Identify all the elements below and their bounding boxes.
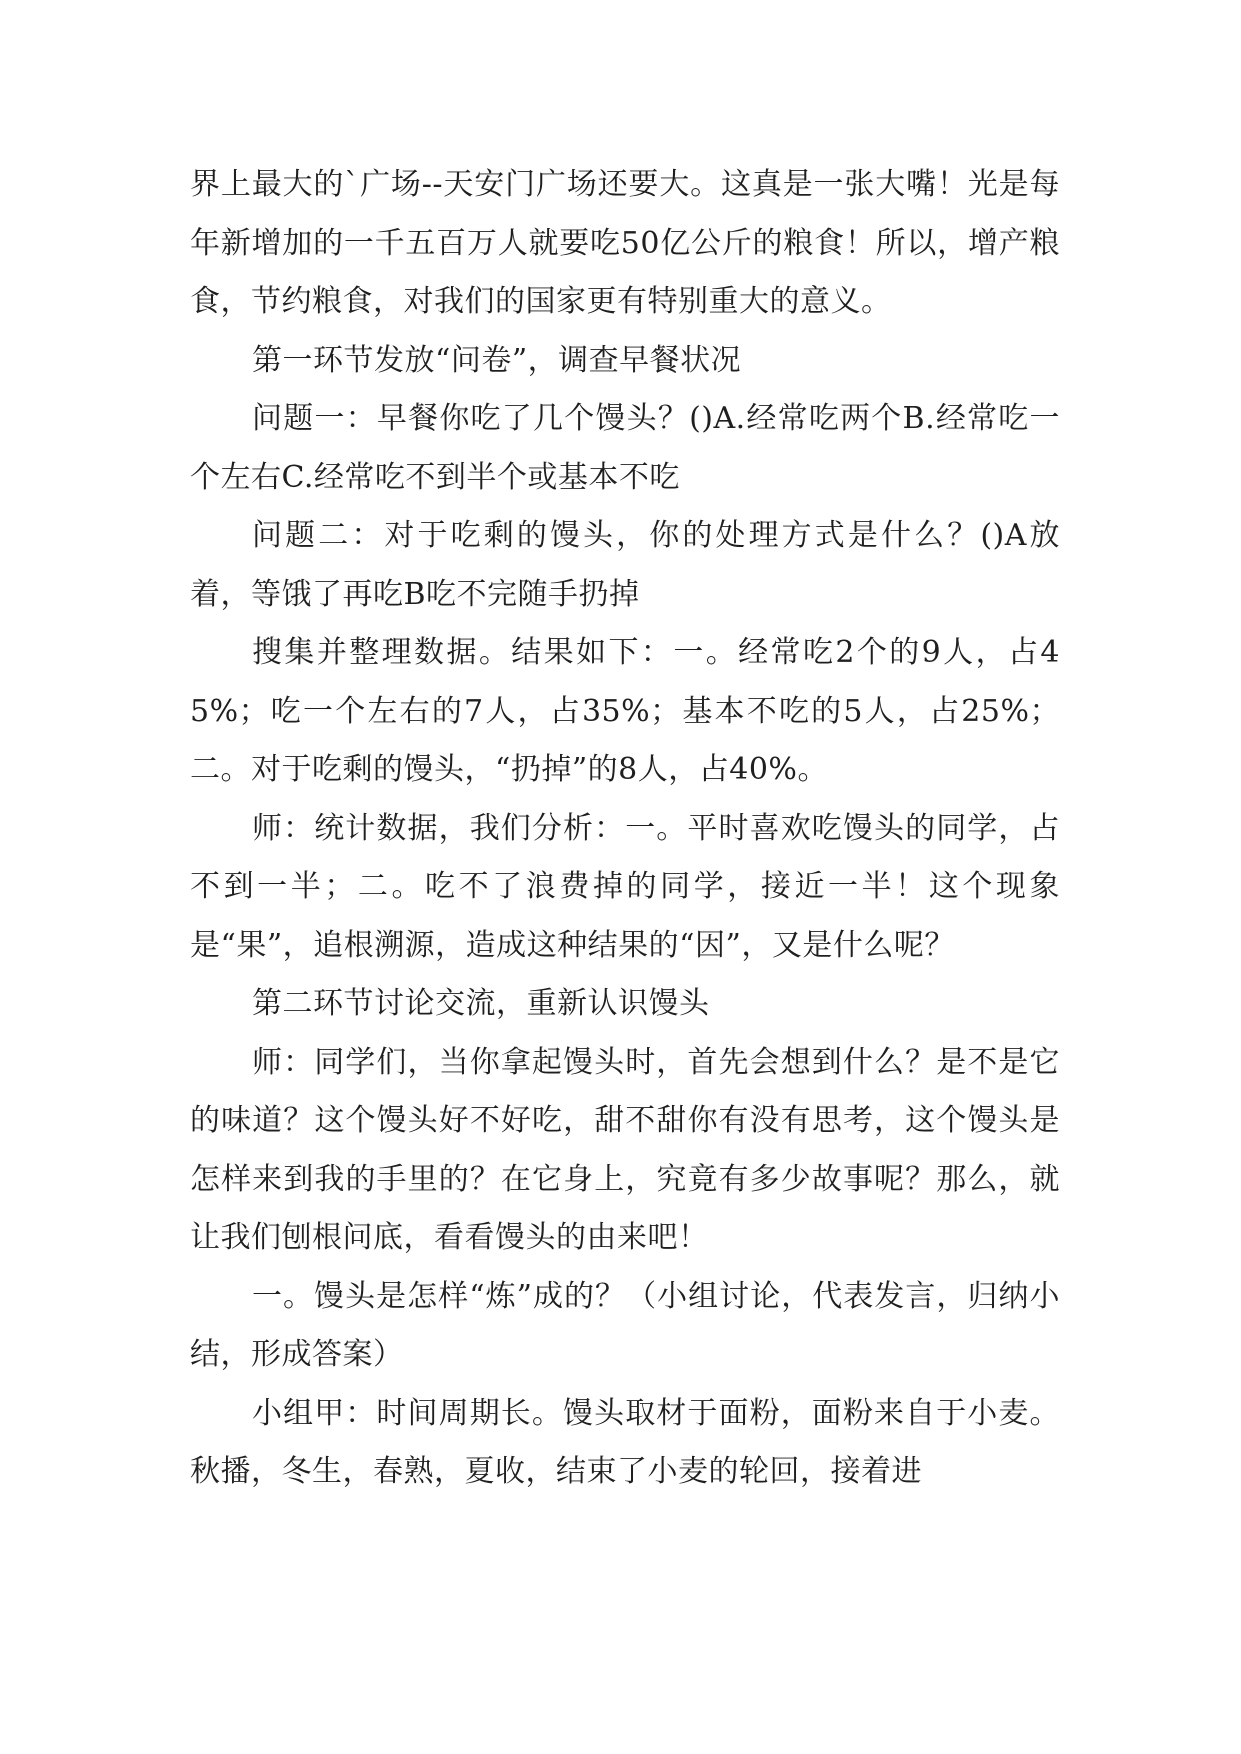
paragraph-discussion-prompt: 一。馒头是怎样“炼”成的？（小组讨论，代表发言，归纳小结，形成答案） <box>190 1278 1060 1372</box>
paragraph-section-one-heading: 第一环节发放“问卷”，调查早餐状况 <box>252 342 742 378</box>
paragraph-question-one: 问题一：早餐你吃了几个馒头？()A.经常吃两个B.经常吃一个左右C.经常吃不到半个或基本不吃 <box>190 401 1060 495</box>
paragraph-survey-results: 搜集并整理数据。结果如下：一。经常吃2个的9人，占45%；吃一个左右的7人，占35%；基本不吃的5人，占25%；二。对于吃剩的馒头，“扔掉”的8人，占40%。 <box>190 635 1060 787</box>
paragraph-section-two-heading: 第二环节讨论交流，重新认识馒头 <box>252 986 710 1021</box>
paragraph-question-two: 问题二：对于吃剩的馒头，你的处理方式是什么？()A放着，等饿了再吃B吃不完随手扔掉 <box>190 518 1060 612</box>
document-page <box>190 156 1060 1502</box>
paragraph-group-a: 小组甲：时间周期长。馒头取材于面粉，面粉来自于小麦。秋播，冬生，春熟，夏收，结束了小麦的轮回，接着进 <box>190 1395 1060 1489</box>
paragraph-teacher-question: 师：同学们，当你拿起馒头时，首先会想到什么？是不是它的味道？这个馒头好不好吃，甜不甜你有没有思考，这个馒头是怎样来到我的手里的？在它身上，究竟有多少故事呢？那么，就让我们刨根问底，看看馒头的由来吧！ <box>190 1044 1060 1255</box>
paragraph-rice-significance: 界上最大的`广场--天安门广场还要大。这真是一张大嘴！光是每年新增加的一千五百万人就要吃50亿公斤的粮食！所以，增产粮食，节约粮食，对我们的国家更有特别重大的意义。 <box>190 167 1060 319</box>
paragraph-teacher-analysis: 师：统计数据，我们分析：一。平时喜欢吃馒头的同学，占不到一半；二。吃不了浪费掉的同学，接近一半！这个现象是“果”，追根溯源，造成这种结果的“因”，又是什么呢？ <box>190 810 1060 963</box>
